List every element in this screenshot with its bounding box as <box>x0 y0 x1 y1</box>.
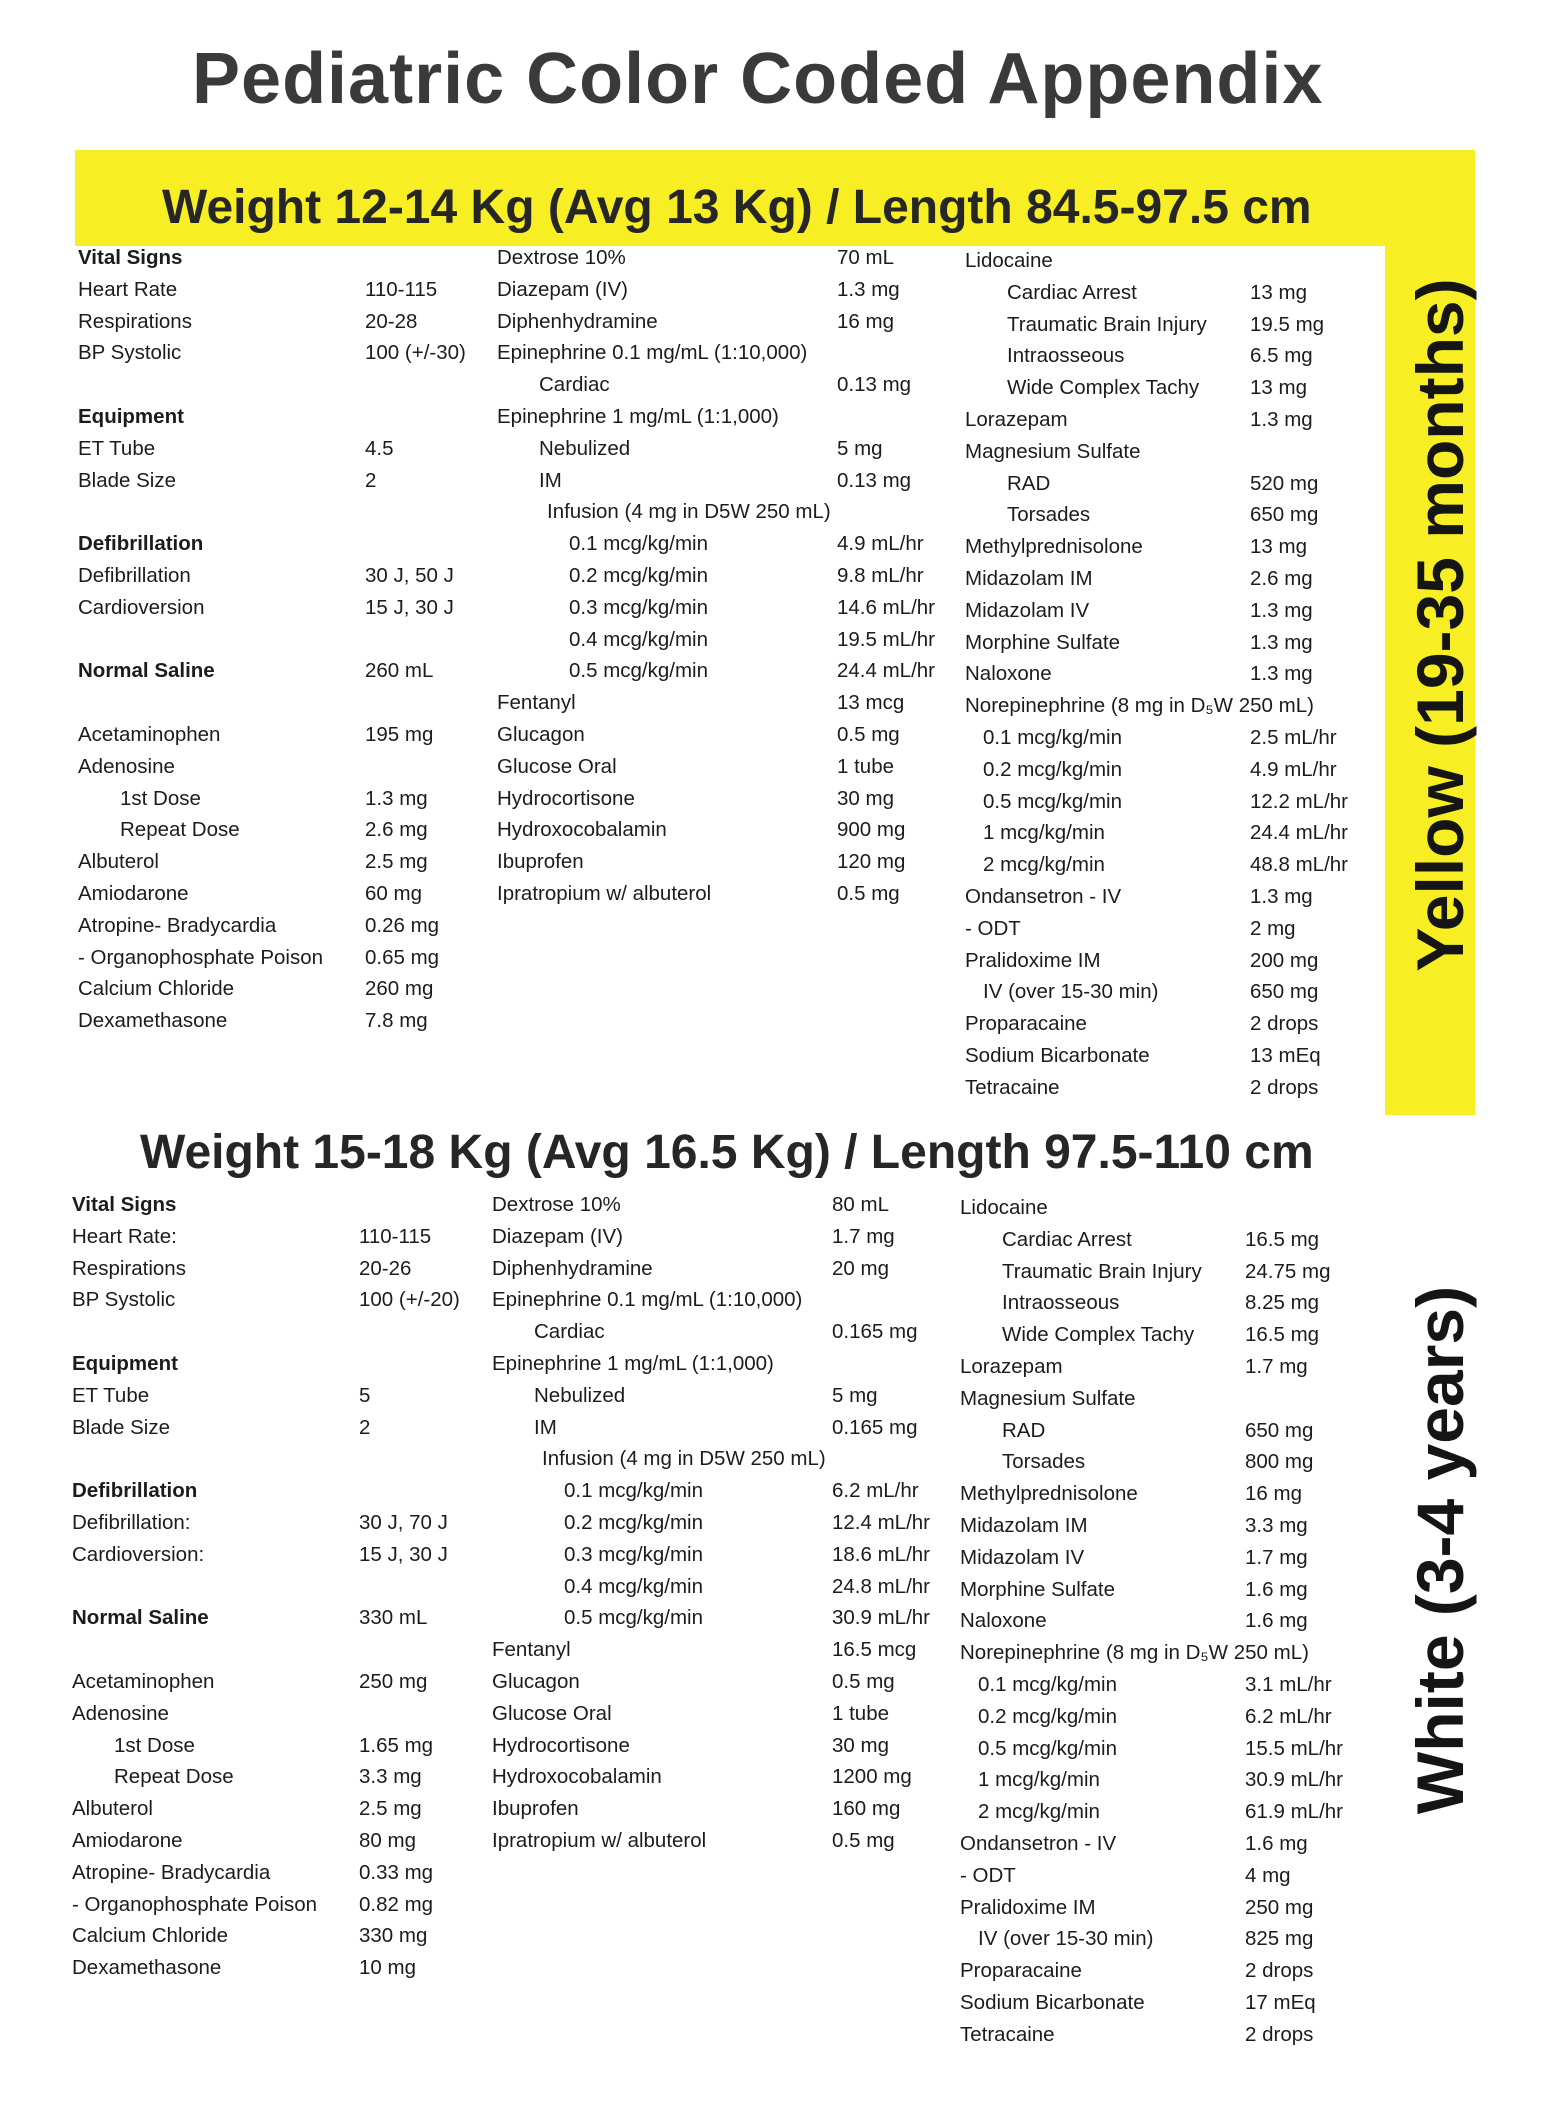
row-label: Naloxone <box>960 1609 1047 1633</box>
row-label: Tetracaine <box>960 2022 1055 2046</box>
row-label: Epinephrine 1 mg/mL (1:1,000) <box>492 1352 774 1375</box>
row-value: 48.8 mL/hr <box>1250 853 1348 877</box>
row-label: 0.5 mcg/kg/min <box>983 789 1122 813</box>
row-label: Norepinephrine (8 mg in D₅W 250 mL) <box>965 694 1314 718</box>
row-label: Heart Rate: <box>72 1224 177 1248</box>
row-label: Dexamethasone <box>78 1009 228 1033</box>
row-label: Equipment <box>78 405 184 428</box>
row-label: Cardioversion <box>78 595 205 619</box>
row-value: 4 mg <box>1245 1863 1291 1887</box>
row-value: 1.3 mg <box>1250 408 1313 431</box>
row-label: Midazolam IV <box>960 1545 1085 1569</box>
row-label: Glucagon <box>497 723 585 746</box>
row-label: - ODT <box>960 1863 1016 1887</box>
row-value: 2.5 mg <box>359 1797 422 1821</box>
row-value: 70 mL <box>837 246 894 269</box>
row-label: Blade Size <box>78 468 177 492</box>
row-label: Adenosine <box>72 1701 169 1725</box>
row-value: 1.7 mg <box>1245 1545 1308 1569</box>
row-label: Hydrocortisone <box>492 1733 630 1757</box>
row-label: Ondansetron - IV <box>965 885 1122 908</box>
row-label: Intraosseous <box>1002 1291 1120 1315</box>
row-label: RAD <box>1007 471 1051 495</box>
row-value: 5 mg <box>832 1383 878 1407</box>
row-label: IV (over 15-30 min) <box>983 980 1159 1004</box>
row-label: Diphenhydramine <box>492 1256 653 1280</box>
row-label: 0.4 mcg/kg/min <box>569 627 708 651</box>
row-label: Cardiac Arrest <box>1002 1227 1132 1251</box>
row-value: 120 mg <box>837 850 906 874</box>
row-value: 0.165 mg <box>832 1320 918 1344</box>
row-label: Glucose Oral <box>492 1701 612 1725</box>
row-label: Methylprednisolone <box>965 535 1143 559</box>
row-value: 900 mg <box>837 818 906 842</box>
row-value: 1.7 mg <box>832 1224 895 1248</box>
row-value: 16.5 mg <box>1245 1227 1320 1251</box>
row-label: Torsades <box>1007 503 1091 527</box>
row-label: Vital Signs <box>72 1193 177 1216</box>
row-value: 24.8 mL/hr <box>832 1574 930 1598</box>
row-label: 0.1 mcg/kg/min <box>569 532 708 556</box>
row-label: Midazolam IM <box>965 567 1093 590</box>
row-label: Albuterol <box>72 1797 153 1821</box>
row-value: 260 mL <box>365 659 434 683</box>
row-value: 800 mg <box>1245 1450 1314 1474</box>
row-label: Midazolam IM <box>960 1514 1088 1537</box>
row-value: 1.65 mg <box>359 1733 434 1757</box>
row-label: - ODT <box>965 916 1021 940</box>
row-value: 1.3 mg <box>837 277 900 301</box>
row-label: Traumatic Brain Injury <box>1007 312 1207 336</box>
row-value: 6.5 mg <box>1250 344 1313 368</box>
row-value: 3.3 mg <box>359 1765 422 1789</box>
row-value: 0.5 mg <box>832 1670 895 1693</box>
row-label: Defibrillation <box>78 564 191 587</box>
row-label: Normal Saline <box>72 1606 209 1630</box>
row-label: Morphine Sulfate <box>960 1577 1115 1601</box>
row-value: 1 tube <box>837 754 894 778</box>
page-title: Pediatric Color Coded Appendix <box>192 39 1324 119</box>
row-value: 0.82 mg <box>359 1892 434 1916</box>
row-value: 30 mg <box>832 1733 889 1757</box>
row-label: Infusion (4 mg in D5W 250 mL) <box>547 500 831 524</box>
side-label-white: White (3-4 years) <box>1403 1285 1477 1815</box>
row-value: 0.5 mg <box>837 723 900 746</box>
row-value: 60 mg <box>365 882 422 905</box>
row-label: Cardiac <box>534 1320 605 1344</box>
row-value: 61.9 mL/hr <box>1245 1800 1343 1824</box>
row-value: 650 mg <box>1250 980 1319 1004</box>
side-label-yellow: Yellow (19-35 months) <box>1403 278 1477 972</box>
row-value: 330 mg <box>359 1924 428 1948</box>
row-label: 0.5 mcg/kg/min <box>978 1736 1117 1760</box>
row-value: 7.8 mg <box>365 1009 428 1033</box>
row-value: 650 mg <box>1245 1418 1314 1442</box>
row-label: Sodium Bicarbonate <box>960 1991 1145 2014</box>
row-value: 2 mg <box>1250 916 1296 940</box>
row-label: 0.4 mcg/kg/min <box>564 1574 703 1598</box>
row-label: Naloxone <box>965 662 1052 686</box>
weight-header-white: Weight 15-18 Kg (Avg 16.5 Kg) / Length 97.5-110 cm <box>140 1126 1314 1179</box>
row-value: 110-115 <box>359 1224 432 1248</box>
row-value: 2.6 mg <box>365 818 428 842</box>
row-label: Ipratropium w/ albuterol <box>497 882 712 905</box>
row-label: ET Tube <box>78 436 156 460</box>
row-value: 1.6 mg <box>1245 1609 1308 1633</box>
row-label: 0.5 mcg/kg/min <box>569 659 708 683</box>
row-value: 0.165 mg <box>832 1415 918 1439</box>
row-value: 20 mg <box>832 1256 889 1280</box>
row-label: Calcium Chloride <box>72 1924 229 1948</box>
row-value: 0.5 mg <box>832 1829 895 1852</box>
row-value: 15 J, 30 J <box>359 1542 448 1566</box>
row-value: 250 mg <box>1245 1895 1314 1919</box>
row-label: - Organophosphate Poison <box>78 945 324 969</box>
row-label: BP Systolic <box>72 1288 176 1312</box>
row-label: Amiodarone <box>78 882 189 905</box>
row-label: Cardiac Arrest <box>1007 280 1137 304</box>
row-label: Glucagon <box>492 1670 580 1693</box>
row-value: 160 mg <box>832 1797 901 1821</box>
row-value: 250 mg <box>359 1670 428 1693</box>
row-label: Dexamethasone <box>72 1956 222 1980</box>
row-value: 1.3 mg <box>1250 598 1313 622</box>
row-value: 1.3 mg <box>365 786 428 810</box>
row-value: 5 <box>359 1383 371 1407</box>
row-value: 110-115 <box>365 277 438 301</box>
row-value: 16.5 mcg <box>832 1638 917 1662</box>
row-value: 2 drops <box>1250 1012 1319 1036</box>
row-value: 24.75 mg <box>1245 1259 1331 1283</box>
row-label: Atropine- Bradycardia <box>72 1860 271 1884</box>
row-label: Intraosseous <box>1007 344 1125 368</box>
row-value: 1200 mg <box>832 1765 912 1789</box>
row-value: 4.9 mL/hr <box>837 532 924 556</box>
row-value: 1.3 mg <box>1250 662 1313 686</box>
row-label: Proparacaine <box>965 1012 1087 1036</box>
row-label: 0.3 mcg/kg/min <box>569 595 708 619</box>
row-value: 30.9 mL/hr <box>832 1606 930 1630</box>
row-value: 5 mg <box>837 436 883 460</box>
row-value: 13 mEq <box>1250 1044 1321 1067</box>
row-value: 19.5 mL/hr <box>837 627 935 651</box>
row-value: 2 drops <box>1245 2022 1314 2046</box>
row-value: 195 mg <box>365 723 434 746</box>
row-label: Cardioversion: <box>72 1542 205 1566</box>
row-label: Repeat Dose <box>114 1765 234 1789</box>
row-label: Lidocaine <box>960 1196 1048 1219</box>
row-value: 200 mg <box>1250 948 1319 972</box>
row-value: 1.6 mg <box>1245 1577 1308 1601</box>
row-label: Pralidoxime IM <box>965 948 1101 972</box>
row-label: RAD <box>1002 1418 1046 1442</box>
row-label: Ondansetron - IV <box>960 1832 1117 1855</box>
row-label: Atropine- Bradycardia <box>78 913 277 937</box>
row-label: Sodium Bicarbonate <box>965 1044 1150 1067</box>
row-label: Equipment <box>72 1352 178 1375</box>
row-label: Nebulized <box>539 436 631 460</box>
row-label: IM <box>534 1415 557 1439</box>
row-label: Repeat Dose <box>120 818 240 842</box>
row-label: Lorazepam <box>965 408 1068 431</box>
row-label: Defibrillation <box>78 532 204 556</box>
row-value: 2 <box>359 1415 371 1439</box>
row-value: 2.5 mL/hr <box>1250 726 1337 749</box>
row-label: Infusion (4 mg in D5W 250 mL) <box>542 1447 826 1471</box>
row-label: Traumatic Brain Injury <box>1002 1259 1202 1283</box>
row-value: 0.65 mg <box>365 945 440 969</box>
row-value: 100 (+/-20) <box>359 1288 460 1312</box>
row-label: Calcium Chloride <box>78 977 235 1001</box>
row-value: 0.13 mg <box>837 373 912 397</box>
row-label: Torsades <box>1002 1450 1086 1474</box>
row-label: Fentanyl <box>492 1638 571 1662</box>
row-label: Adenosine <box>78 754 175 778</box>
row-value: 30.9 mL/hr <box>1245 1768 1343 1792</box>
row-value: 15.5 mL/hr <box>1245 1736 1343 1760</box>
row-label: 1st Dose <box>114 1733 195 1757</box>
row-label: Lidocaine <box>965 249 1053 272</box>
row-label: Nebulized <box>534 1383 626 1407</box>
row-value: 650 mg <box>1250 503 1319 527</box>
row-label: Acetaminophen <box>72 1670 215 1693</box>
row-value: 24.4 mL/hr <box>837 659 935 683</box>
row-label: Normal Saline <box>78 659 215 683</box>
row-label: 0.1 mcg/kg/min <box>978 1673 1117 1696</box>
row-value: 18.6 mL/hr <box>832 1542 930 1566</box>
row-label: Albuterol <box>78 850 159 874</box>
row-value: 16.5 mg <box>1245 1323 1320 1347</box>
row-label: Wide Complex Tachy <box>1007 376 1200 400</box>
row-value: 4.9 mL/hr <box>1250 757 1337 781</box>
row-value: 80 mg <box>359 1829 416 1852</box>
row-value: 12.2 mL/hr <box>1250 789 1348 813</box>
row-value: 6.2 mL/hr <box>1245 1704 1332 1728</box>
row-label: - Organophosphate Poison <box>72 1892 318 1916</box>
row-value: 0.5 mg <box>837 882 900 905</box>
row-value: 20-28 <box>365 309 418 333</box>
row-label: 0.1 mcg/kg/min <box>564 1479 703 1503</box>
row-value: 15 J, 30 J <box>365 595 454 619</box>
row-label: 0.5 mcg/kg/min <box>564 1606 703 1630</box>
row-value: 4.5 <box>365 436 394 460</box>
row-label: Acetaminophen <box>78 723 221 746</box>
row-value: 16 mg <box>837 309 894 333</box>
row-value: 2.5 mg <box>365 850 428 874</box>
row-value: 1.7 mg <box>1245 1355 1308 1378</box>
row-value: 825 mg <box>1245 1927 1314 1951</box>
row-label: Epinephrine 1 mg/mL (1:1,000) <box>497 405 779 428</box>
row-value: 13 mcg <box>837 691 905 715</box>
row-label: Diazepam (IV) <box>497 277 629 301</box>
row-label: Methylprednisolone <box>960 1482 1138 1506</box>
row-value: 1 tube <box>832 1701 889 1725</box>
row-value: 3.1 mL/hr <box>1245 1673 1332 1696</box>
row-label: Wide Complex Tachy <box>1002 1323 1195 1347</box>
row-value: 2 <box>365 468 377 492</box>
row-label: Dextrose 10% <box>497 246 626 269</box>
row-value: 0.26 mg <box>365 913 440 937</box>
row-value: 0.33 mg <box>359 1860 434 1884</box>
row-label: 0.2 mcg/kg/min <box>569 564 708 587</box>
row-label: IV (over 15-30 min) <box>978 1927 1154 1951</box>
row-value: 6.2 mL/hr <box>832 1479 919 1503</box>
row-label: Lorazepam <box>960 1355 1063 1378</box>
row-label: Epinephrine 0.1 mg/mL (1:10,000) <box>492 1288 803 1312</box>
row-label: 2 mcg/kg/min <box>978 1800 1100 1824</box>
row-label: Heart Rate <box>78 277 178 301</box>
row-label: Ibuprofen <box>492 1797 579 1821</box>
row-value: 1.3 mg <box>1250 630 1313 654</box>
row-value: 17 mEq <box>1245 1991 1316 2014</box>
row-value: 1.3 mg <box>1250 885 1313 908</box>
row-label: Dextrose 10% <box>492 1193 621 1216</box>
row-label: 0.2 mcg/kg/min <box>978 1704 1117 1728</box>
row-value: 14.6 mL/hr <box>837 595 935 619</box>
row-value: 9.8 mL/hr <box>837 564 924 587</box>
row-value: 19.5 mg <box>1250 312 1325 336</box>
row-label: Hydrocortisone <box>497 786 635 810</box>
row-value: 10 mg <box>359 1956 416 1980</box>
row-label: Hydroxocobalamin <box>497 818 667 842</box>
row-label: Amiodarone <box>72 1829 183 1852</box>
row-value: 12.4 mL/hr <box>832 1511 930 1534</box>
row-label: Vital Signs <box>78 246 183 269</box>
row-label: 0.2 mcg/kg/min <box>564 1511 703 1534</box>
row-label: Ibuprofen <box>497 850 584 874</box>
row-value: 24.4 mL/hr <box>1250 821 1348 845</box>
row-value: 2 drops <box>1245 1959 1314 1983</box>
row-label: Respirations <box>78 309 192 333</box>
row-value: 13 mg <box>1250 280 1307 304</box>
row-value: 2 drops <box>1250 1075 1319 1099</box>
row-label: 2 mcg/kg/min <box>983 853 1105 877</box>
row-label: Norepinephrine (8 mg in D₅W 250 mL) <box>960 1641 1309 1665</box>
row-value: 20-26 <box>359 1256 412 1280</box>
row-label: Midazolam IV <box>965 598 1090 622</box>
row-label: Defibrillation <box>72 1479 198 1503</box>
row-value: 16 mg <box>1245 1482 1302 1506</box>
row-label: 1 mcg/kg/min <box>983 821 1105 845</box>
row-label: Magnesium Sulfate <box>960 1386 1136 1410</box>
row-label: Tetracaine <box>965 1075 1060 1099</box>
row-value: 520 mg <box>1250 471 1319 495</box>
weight-header-yellow: Weight 12-14 Kg (Avg 13 Kg) / Length 84.5-97.5 cm <box>162 181 1312 234</box>
row-label: 0.1 mcg/kg/min <box>983 726 1122 749</box>
row-label: Diazepam (IV) <box>492 1224 624 1248</box>
row-label: Glucose Oral <box>497 754 617 778</box>
row-label: Morphine Sulfate <box>965 630 1120 654</box>
row-value: 1.6 mg <box>1245 1832 1308 1855</box>
row-value: 330 mL <box>359 1606 428 1630</box>
row-label: ET Tube <box>72 1383 150 1407</box>
row-value: 13 mg <box>1250 376 1307 400</box>
row-label: Proparacaine <box>960 1959 1082 1983</box>
row-value: 80 mL <box>832 1193 889 1216</box>
row-label: Respirations <box>72 1256 186 1280</box>
row-label: Magnesium Sulfate <box>965 439 1141 463</box>
row-label: Diphenhydramine <box>497 309 658 333</box>
row-label: Pralidoxime IM <box>960 1895 1096 1919</box>
row-label: 1 mcg/kg/min <box>978 1768 1100 1792</box>
row-label: Fentanyl <box>497 691 576 715</box>
row-value: 30 J, 70 J <box>359 1511 448 1534</box>
row-label: 0.3 mcg/kg/min <box>564 1542 703 1566</box>
row-value: 0.13 mg <box>837 468 912 492</box>
row-label: Blade Size <box>72 1415 171 1439</box>
row-value: 2.6 mg <box>1250 567 1313 590</box>
row-label: 1st Dose <box>120 786 201 810</box>
row-label: Ipratropium w/ albuterol <box>492 1829 707 1852</box>
row-label: IM <box>539 468 562 492</box>
row-label: BP Systolic <box>78 341 182 365</box>
row-label: 0.2 mcg/kg/min <box>983 757 1122 781</box>
row-value: 100 (+/-30) <box>365 341 466 365</box>
row-value: 30 mg <box>837 786 894 810</box>
row-value: 260 mg <box>365 977 434 1001</box>
row-value: 13 mg <box>1250 535 1307 559</box>
row-value: 8.25 mg <box>1245 1291 1320 1315</box>
row-value: 3.3 mg <box>1245 1514 1308 1537</box>
row-label: Epinephrine 0.1 mg/mL (1:10,000) <box>497 341 808 365</box>
row-label: Cardiac <box>539 373 610 397</box>
row-label: Defibrillation: <box>72 1511 191 1534</box>
row-value: 30 J, 50 J <box>365 564 454 587</box>
row-label: Hydroxocobalamin <box>492 1765 662 1789</box>
